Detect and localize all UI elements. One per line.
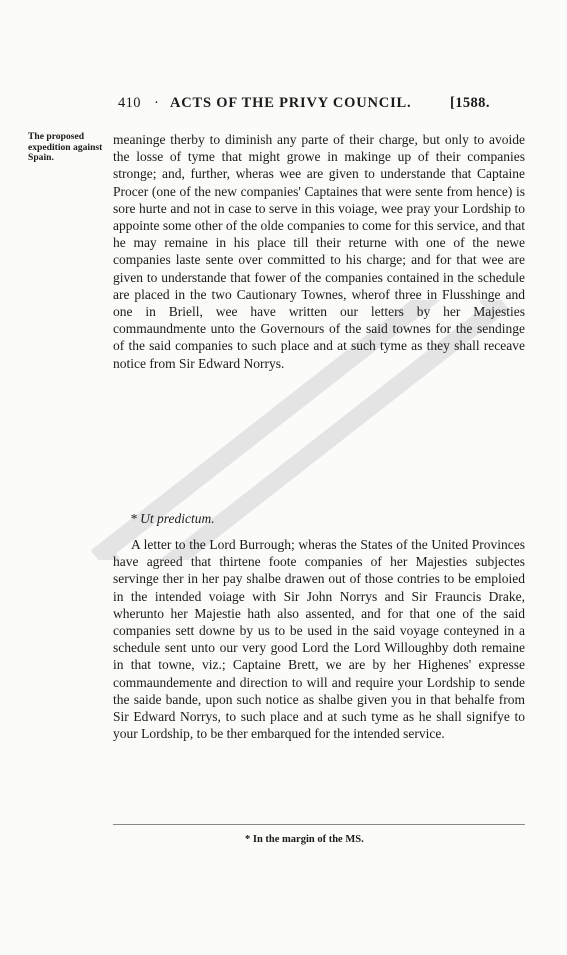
paragraph-1 [113, 131, 525, 372]
footnote: * In the margin of the MS. [245, 834, 364, 845]
paragraph-2-text: A letter to the Lord Burrough; wheras the States of the United Provinces have agreed that thirtene foote companies of her Majesties subjectes servinge ther in her pay shalbe drawen out of those contries to be emploied in the intended voiage with Sir John Norrys and Sir Frauncis Drake, wherunto her Majestie hath also assented, and for that one of the said companies sett downe by us to be used in the said voyage conteyned in a schedule sent unto our very good Lord the Lord Willoughby doth remaine in that towne, viz.; Captaine Brett, we are by her Highenes' expresse commaundemente and direction to will and require your Lordship to sende the saide bande, upon such notice as shalbe given you in that behalfe from Sir Edward Norrys, to such place and at such tyme as he shall signifye to your Lordship, to be ther embarqued for the intended service. [113, 537, 525, 742]
header-year: [1588. [450, 95, 490, 111]
paragraph-1-text: meaninge therby to diminish any parte of their charge, but only to avoide the losse of tyme that might growe in makinge up of their companies stronge; and, further, wheras wee are given to understande that Captaine Procer (one of the new companies' Captaines that were sente from hence) is sore hurte and not in case to serve in this voiage, wee pray your Lordship to appointe some other of the olde companies to come for this service, and that he may remaine in his place till their returne with one of the newe companies laste sente over committed to his charge; and for that wee are given to understande that fower of the companies contained in the schedule are placed in the two Cautionary Townes, wherof three in Flusshinge and one in Briell, wee have written our letters by her Majesties commaundmente unto the Governours of the said townes for the sendinge of the said companies to such place and at such tyme as they shall receave notice from Sir Edward Norrys. [113, 132, 525, 371]
header-separator: · [154, 95, 160, 111]
paragraph-2 [113, 536, 525, 742]
margin-note: The proposed expedition against Spain. [28, 131, 103, 163]
page-number: 410 [118, 95, 141, 111]
footnote-rule [113, 824, 525, 825]
ut-predictum-heading: * Ut predictum. [130, 511, 215, 526]
running-title: ACTS OF THE PRIVY COUNCIL. [170, 95, 412, 111]
